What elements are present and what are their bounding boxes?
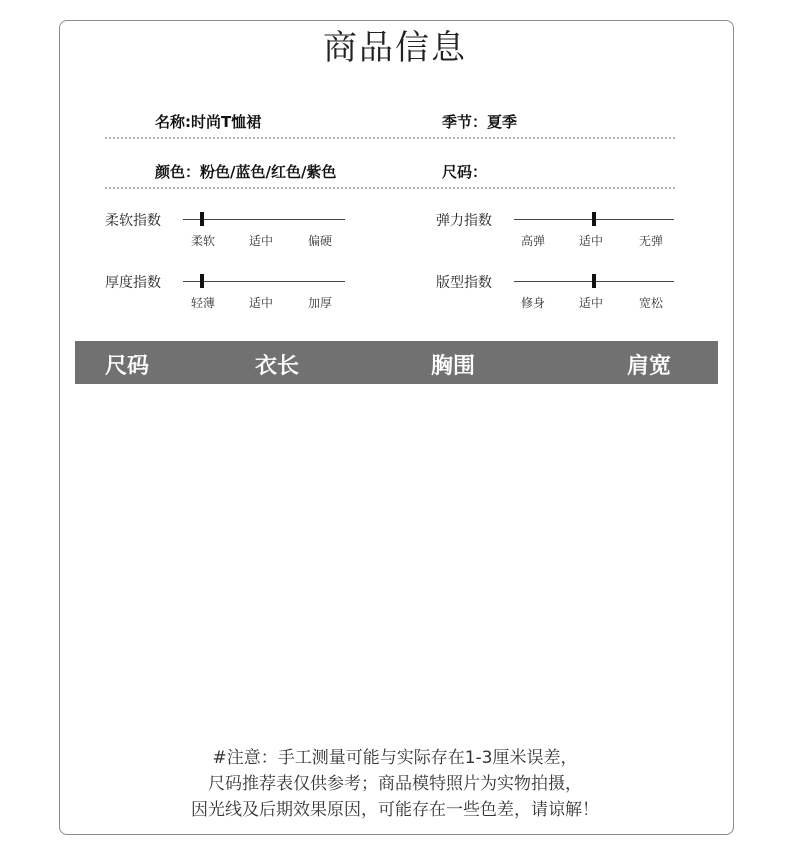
dotted-divider	[105, 137, 675, 139]
softness-index	[105, 210, 345, 250]
elasticity-index-label: 弹力指数	[436, 213, 492, 229]
size-header-length: 衣长	[255, 354, 300, 379]
product-season: 季节：夏季	[442, 113, 518, 131]
product-info-card	[59, 20, 734, 835]
fit-tick-loose: 宽松	[639, 296, 664, 310]
note-line-1: #注意：手工测量可能与实际存在1-3厘米误差，	[212, 748, 578, 768]
fit-index	[436, 272, 676, 312]
elasticity-tick-none: 无弹	[639, 234, 664, 248]
softness-tick-soft: 柔软	[191, 234, 216, 248]
page-title: 商品信息	[323, 28, 467, 68]
thickness-tick-medium: 适中	[249, 296, 274, 310]
size-header-size: 尺码	[105, 354, 150, 379]
size-header-shoulder: 肩宽	[627, 354, 672, 379]
elasticity-tick-medium: 适中	[579, 234, 604, 248]
product-name: 名称:时尚T恤裙	[155, 113, 262, 131]
info-row-color-size	[105, 155, 675, 185]
softness-tick-hard: 偏硬	[308, 234, 333, 248]
dotted-divider	[105, 187, 675, 189]
elasticity-index	[436, 210, 676, 250]
info-row-name-season	[105, 105, 675, 135]
thickness-index-track	[183, 281, 345, 282]
thickness-tick-thick: 加厚	[308, 296, 333, 310]
softness-index-track	[183, 219, 345, 220]
softness-index-marker	[200, 212, 204, 226]
thickness-index	[105, 272, 345, 312]
fit-index-label: 版型指数	[436, 275, 492, 291]
fit-tick-medium: 适中	[579, 296, 604, 310]
note-line-3: 因光线及后期效果原因，可能存在一些色差，请谅解！	[191, 800, 599, 820]
measurement-note	[0, 745, 790, 823]
softness-index-label: 柔软指数	[105, 213, 161, 229]
note-line-2: 尺码推荐表仅供参考；商品模特照片为实物拍摄，	[208, 774, 582, 794]
elasticity-tick-high: 高弹	[521, 234, 546, 248]
softness-tick-medium: 适中	[249, 234, 274, 248]
thickness-tick-thin: 轻薄	[191, 296, 216, 310]
product-size: 尺码：	[442, 163, 488, 181]
thickness-index-label: 厚度指数	[105, 275, 161, 291]
fit-index-marker	[592, 274, 596, 288]
elasticity-index-marker	[592, 212, 596, 226]
size-header-chest: 胸围	[431, 354, 476, 379]
thickness-index-marker	[200, 274, 204, 288]
fit-tick-slim: 修身	[521, 296, 546, 310]
product-color: 颜色：粉色/蓝色/红色/紫色	[155, 163, 337, 181]
size-table-header	[75, 341, 718, 384]
